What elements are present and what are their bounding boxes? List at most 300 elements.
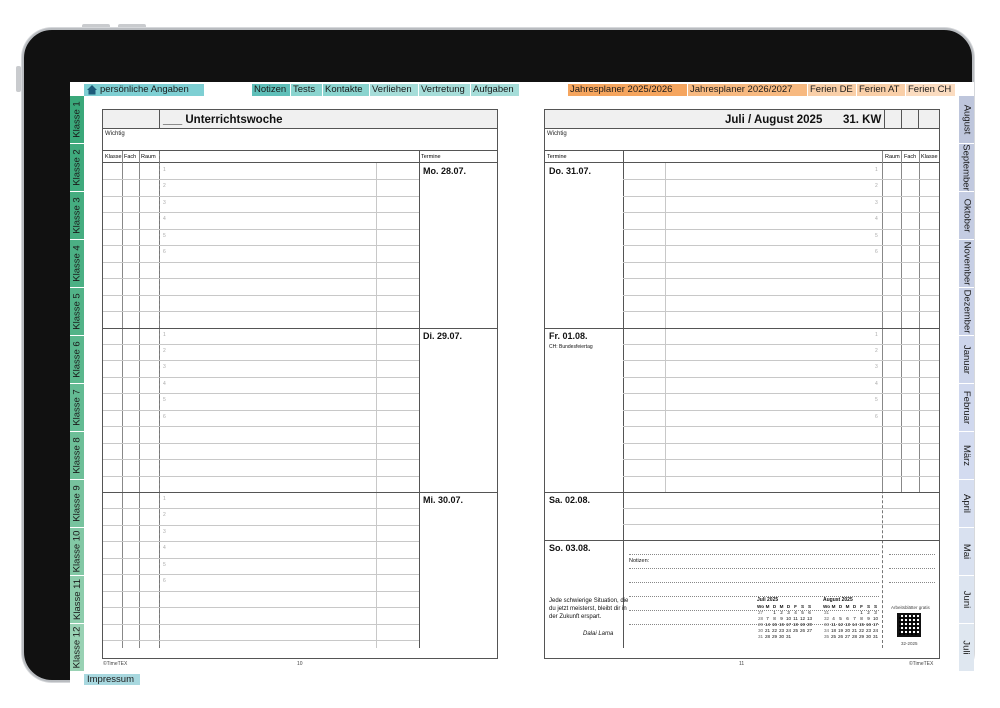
lesson-row-line — [103, 229, 419, 230]
left-page-header — [103, 110, 497, 129]
calendar-head-cell: F — [860, 604, 863, 609]
class-tab-11[interactable] — [70, 576, 84, 623]
lesson-row-line — [623, 459, 939, 460]
day-separator — [545, 540, 939, 541]
lesson-row-line — [103, 541, 419, 542]
calendar-day-cell[interactable]: 29 — [757, 622, 764, 627]
day-separator — [103, 328, 497, 329]
month-tab-3[interactable] — [959, 192, 974, 239]
calendar-day-cell[interactable]: 9 — [780, 616, 783, 621]
calendar-title: August 2025 — [823, 597, 853, 603]
class-tab-9[interactable] — [70, 480, 84, 527]
class-tab-label: Klasse 1 — [71, 101, 83, 138]
sat-row-line — [623, 524, 939, 525]
calendar-day-cell[interactable]: 35 — [823, 634, 830, 639]
calendar-day-cell[interactable]: 28 — [765, 634, 771, 639]
day-separator — [545, 328, 939, 329]
week-title: ___ Unterrichtswoche — [163, 114, 283, 126]
class-tab-label: Klasse 7 — [71, 389, 83, 426]
calendar-day-cell[interactable]: 15 — [859, 622, 865, 627]
impressum-tab[interactable]: Impressum — [84, 674, 140, 685]
month-tab-label: Februar — [961, 390, 973, 425]
calendar-day-cell[interactable]: 10 — [873, 616, 879, 621]
month-tab-label: September — [961, 144, 973, 191]
class-tab-label: Klasse 9 — [71, 485, 83, 522]
month-title: Juli / August 2025 — [725, 114, 823, 126]
month-tab-label: März — [961, 444, 972, 467]
col-subject-right: Fach — [904, 154, 917, 160]
class-tab-label: Klasse 12 — [71, 626, 83, 669]
calendar-table — [823, 604, 879, 640]
calendar-head-cell: Wo — [823, 604, 831, 609]
month-tab-7[interactable] — [959, 384, 974, 431]
cal-august-calendar — [823, 597, 879, 640]
lesson-row-line — [623, 245, 939, 246]
col-room-right: Raum — [885, 154, 900, 160]
lesson-number: 1 — [163, 496, 166, 502]
day-label: Fr. 01.08. — [549, 330, 588, 341]
lesson-row-line — [103, 179, 419, 180]
calendar-day-cell[interactable]: 4 — [794, 610, 797, 615]
tab-planner-2026-2027[interactable]: Jahresplaner 2026/2027 — [688, 84, 807, 96]
lesson-number: 2 — [163, 347, 166, 354]
calendar-day-cell[interactable]: 13 — [807, 616, 813, 621]
calendar-day-cell[interactable]: 29 — [859, 634, 865, 639]
lesson-number: 6 — [163, 413, 166, 420]
week-number: 31. KW — [843, 114, 882, 126]
lesson-row-line — [623, 229, 939, 230]
calendar-day-cell[interactable]: 30 — [866, 634, 872, 639]
calendar-day-cell[interactable]: 7 — [853, 616, 856, 621]
calendar-day-cell[interactable]: 16 — [866, 622, 872, 627]
lesson-row-line — [103, 311, 419, 312]
tab-tests[interactable]: Tests — [291, 84, 322, 96]
class-tab-label: Klasse 4 — [71, 245, 83, 282]
notes-label: Notizen: — [629, 558, 650, 564]
month-tab-8[interactable] — [959, 432, 974, 479]
important-label-right: Wichtig — [547, 131, 567, 137]
lesson-number: 4 — [163, 545, 166, 552]
calendar-day-cell[interactable]: 12 — [838, 622, 844, 627]
lesson-number: 3 — [163, 199, 166, 206]
tablet-frame — [22, 28, 974, 685]
calendar-head-cell: M — [845, 604, 850, 609]
calendar-day-cell[interactable]: 8 — [860, 616, 863, 621]
month-tab-label: Juli — [960, 640, 972, 655]
lesson-row-line — [103, 262, 419, 263]
lesson-number: 2 — [163, 512, 166, 519]
qr-code-icon[interactable] — [897, 613, 921, 637]
calendar-head-cell: D — [852, 604, 857, 609]
calendar-day-cell[interactable]: 13 — [845, 622, 851, 627]
calendar-day-cell[interactable]: 30 — [757, 628, 764, 633]
month-tab-label: Januar — [961, 344, 972, 375]
grid-vline — [901, 151, 902, 492]
calendar-day-cell[interactable]: 24 — [873, 628, 879, 633]
day-label: Mi. 30.07. — [423, 495, 464, 505]
lesson-row-line — [623, 410, 939, 411]
important-field[interactable] — [103, 129, 497, 151]
class-tab-12[interactable] — [70, 624, 84, 671]
class-tab-3[interactable] — [70, 192, 84, 239]
cal-july-calendar — [757, 597, 813, 640]
lesson-number: 5 — [163, 561, 166, 568]
lesson-number: 3 — [163, 364, 166, 371]
right-page-header — [545, 110, 939, 129]
month-tab-label: April — [961, 493, 973, 514]
lesson-number: 3 — [875, 364, 878, 371]
calendar-day-cell[interactable]: 22 — [772, 628, 778, 633]
calendar-day-cell[interactable]: 3 — [874, 610, 877, 615]
calendar-head-cell: S — [867, 604, 871, 609]
month-tab-label: August — [961, 104, 973, 135]
lesson-row-line — [623, 295, 939, 296]
notes-line — [629, 568, 879, 569]
quote-text: Jede schwierige Situation, die du jetzt meisterst, bleibt dir in der Zukunft erspart. — [549, 598, 629, 620]
calendar-head-cell: S — [801, 604, 805, 609]
calendar-day-cell[interactable]: 27 — [845, 634, 851, 639]
day-label: Di. 29.07. — [423, 330, 463, 341]
calendar-day-cell[interactable]: 15 — [772, 622, 778, 627]
lesson-row-line — [103, 278, 419, 279]
calendar-head-cell: Wo — [757, 604, 765, 609]
lesson-row-line — [623, 311, 939, 312]
header-divider-right — [884, 110, 885, 129]
calendar-day-cell[interactable]: 11 — [793, 616, 798, 621]
left-page — [102, 109, 498, 667]
lesson-number: 5 — [875, 232, 878, 239]
calendar-day-cell[interactable]: 26 — [800, 628, 806, 633]
grid-vline — [882, 151, 883, 492]
calendar-head-cell: D — [786, 604, 791, 609]
calendar-head-cell: D — [772, 604, 777, 609]
lesson-row-line — [103, 459, 419, 460]
class-tab-label: Klasse 8 — [71, 437, 83, 474]
month-tab-4[interactable] — [959, 240, 974, 287]
calendar-head-cell: D — [838, 604, 843, 609]
lesson-row-line — [623, 443, 939, 444]
calendar-day-cell[interactable]: 14 — [765, 622, 771, 627]
class-tab-1[interactable] — [70, 96, 84, 143]
calendar-day-cell[interactable]: 24 — [786, 628, 792, 633]
month-tab-label: Mai — [961, 543, 972, 560]
lesson-row-line — [103, 640, 419, 641]
col-appointments: Termine — [421, 154, 441, 160]
calendar-day-cell[interactable]: 26 — [838, 634, 844, 639]
tab-contacts[interactable]: Kontakte — [323, 84, 369, 96]
calendar-day-cell[interactable]: 14 — [852, 622, 858, 627]
tab-tasks[interactable]: Aufgaben — [471, 84, 519, 96]
class-tab-6[interactable] — [70, 336, 84, 383]
side-button — [16, 66, 21, 92]
month-tab-9[interactable] — [959, 480, 974, 527]
lesson-row-line — [103, 591, 419, 592]
tab-personal-info[interactable] — [84, 84, 204, 96]
lesson-row-line — [103, 245, 419, 246]
day-note: CH: Bundesfeiertag — [549, 343, 593, 350]
lesson-row-line — [103, 558, 419, 559]
calendar-day-cell[interactable]: 18 — [831, 628, 837, 633]
month-tab-label: Juni — [961, 590, 972, 609]
calendar-day-cell[interactable]: 3 — [787, 610, 790, 615]
lesson-number: 4 — [163, 380, 166, 387]
day-label: Sa. 02.08. — [549, 495, 591, 505]
lesson-row-line — [103, 295, 419, 296]
calendar-day-cell[interactable]: 8 — [773, 616, 776, 621]
calendar-day-cell[interactable]: 2 — [867, 610, 870, 615]
notes-line-small — [889, 568, 935, 569]
notes-line — [629, 554, 879, 555]
lesson-row-line — [623, 212, 939, 213]
important-field-right[interactable] — [545, 129, 939, 151]
calendar-day-cell[interactable] — [799, 634, 806, 640]
calendar-day-cell[interactable]: 4 — [832, 616, 835, 621]
calendar-day-cell[interactable]: 11 — [831, 622, 836, 627]
calendar-day-cell[interactable]: 31 — [823, 610, 830, 615]
lesson-number: 4 — [875, 380, 878, 387]
calendar-day-cell[interactable]: 33 — [823, 622, 830, 627]
calendar-day-cell[interactable]: 21 — [852, 628, 858, 633]
lesson-row-line — [103, 393, 419, 394]
class-tab-4[interactable] — [70, 240, 84, 287]
calendar-title: Juli 2025 — [757, 597, 779, 603]
calendar-day-cell[interactable] — [806, 634, 813, 640]
calendar-day-cell[interactable]: 2 — [780, 610, 783, 615]
lesson-row-line — [623, 377, 939, 378]
col-class-right: Klasse — [921, 154, 938, 160]
lesson-row-line — [103, 508, 419, 509]
sat-row-line — [623, 508, 939, 509]
calendar-day-cell[interactable]: 20 — [845, 628, 851, 633]
calendar-day-cell[interactable] — [792, 634, 799, 640]
class-tab-8[interactable] — [70, 432, 84, 479]
col-room: Raum — [141, 154, 156, 160]
day-label: Mo. 28.07. — [423, 166, 467, 176]
lesson-number: 2 — [163, 183, 166, 190]
grid-vline-light — [376, 163, 377, 648]
month-tab-10[interactable] — [959, 528, 974, 575]
tab-personal-label: persönliche Angaben — [100, 84, 189, 95]
appointments-divider-right — [623, 151, 624, 648]
calendar-day-cell[interactable]: 23 — [779, 628, 785, 633]
calendar-day-cell[interactable]: 25 — [793, 628, 799, 633]
calendar-day-cell[interactable]: 22 — [859, 628, 865, 633]
lesson-row-line — [103, 574, 419, 575]
calendar-day-cell[interactable]: 29 — [772, 634, 778, 639]
month-tab-6[interactable] — [959, 336, 974, 383]
calendar-day-cell[interactable]: 28 — [757, 616, 764, 621]
right-page — [544, 109, 940, 667]
month-tab-12[interactable] — [959, 624, 974, 671]
calendar-day-cell[interactable]: 18 — [793, 622, 799, 627]
tab-notes[interactable]: Notizen — [252, 84, 290, 96]
top-tab-bar — [70, 82, 974, 98]
calendar-day-cell[interactable]: 16 — [779, 622, 785, 627]
lesson-row-line — [103, 624, 419, 625]
calendar-day-cell[interactable]: 23 — [866, 628, 872, 633]
calendar-day-cell[interactable]: 6 — [808, 610, 811, 615]
day-label: Do. 31.07. — [549, 166, 592, 176]
tab-lending[interactable]: Verliehen — [370, 84, 418, 96]
lesson-row-line — [103, 607, 419, 608]
lesson-number: 6 — [163, 249, 166, 256]
lesson-number: 1 — [163, 331, 166, 338]
worksheets-code: 32-2025 — [901, 641, 918, 646]
lesson-row-line — [103, 377, 419, 378]
lesson-row-line — [103, 212, 419, 213]
col-subject: Fach — [124, 154, 137, 160]
lesson-row-line — [103, 410, 419, 411]
calendar-day-cell[interactable]: 31 — [757, 634, 764, 639]
class-tab-2[interactable] — [70, 144, 84, 191]
calendar-day-cell[interactable]: 9 — [867, 616, 870, 621]
calendar-head-cell: M — [779, 604, 784, 609]
class-tab-label: Klasse 3 — [71, 197, 83, 234]
lesson-row-line — [623, 278, 939, 279]
grid-vline — [919, 151, 920, 492]
calendar-day-cell[interactable]: 19 — [838, 628, 844, 633]
lesson-number: 1 — [875, 167, 878, 173]
tab-holidays-de[interactable]: Ferien DE — [808, 84, 856, 96]
month-tab-5[interactable] — [959, 288, 974, 335]
calendar-day-cell[interactable]: 5 — [801, 610, 804, 615]
tab-holidays-at[interactable]: Ferien AT — [857, 84, 905, 96]
lesson-number: 5 — [163, 397, 166, 404]
lesson-number: 6 — [875, 413, 878, 420]
calendar-day-cell[interactable]: 17 — [786, 622, 792, 627]
calendar-head-cell: S — [874, 604, 878, 609]
class-tab-label: Klasse 11 — [71, 578, 83, 621]
lesson-row-line — [623, 393, 939, 394]
month-tab-label: November — [961, 241, 973, 286]
header-divider-right3 — [918, 110, 919, 129]
calendar-day-cell[interactable]: 21 — [765, 628, 771, 633]
calendar-day-cell[interactable]: 19 — [800, 622, 806, 627]
lesson-number: 1 — [875, 331, 878, 338]
header-divider — [159, 110, 160, 129]
month-tab-2[interactable] — [959, 144, 974, 191]
lesson-row-line — [103, 525, 419, 526]
calendar-day-cell[interactable]: 12 — [800, 616, 806, 621]
tab-substitution[interactable]: Vertretung — [419, 84, 470, 96]
class-tab-label: Klasse 6 — [71, 341, 83, 378]
class-tab-label: Klasse 5 — [71, 293, 83, 330]
month-tab-11[interactable] — [959, 576, 974, 623]
lesson-number: 6 — [163, 578, 166, 585]
lesson-row-line — [623, 426, 939, 427]
column-header — [103, 151, 497, 163]
lesson-number: 4 — [875, 216, 878, 223]
lesson-number: 6 — [875, 249, 878, 256]
class-tab-7[interactable] — [70, 384, 84, 431]
class-tab-label: Klasse 2 — [71, 149, 83, 186]
lesson-row-line — [103, 196, 419, 197]
calendar-day-cell[interactable]: 20 — [807, 622, 813, 627]
lesson-number: 5 — [163, 232, 166, 239]
calendar-head-cell: M — [831, 604, 836, 609]
lesson-row-line — [103, 443, 419, 444]
calendar-day-cell[interactable]: 25 — [831, 634, 837, 639]
calendar-day-cell[interactable]: 31 — [873, 634, 879, 639]
important-label: Wichtig — [105, 131, 125, 137]
header-divider-right2 — [901, 110, 902, 129]
lesson-row-line — [103, 476, 419, 477]
tab-planner-2025-2026[interactable]: Jahresplaner 2025/2026 — [568, 84, 687, 96]
calendar-day-cell[interactable]: 1 — [860, 610, 863, 615]
home-icon — [86, 84, 98, 95]
right-copyright: ©TimeTEX — [909, 661, 934, 667]
lesson-number: 1 — [163, 167, 166, 173]
calendar-day-cell[interactable]: 31 — [786, 634, 792, 639]
calendar-day-cell[interactable]: 1 — [773, 610, 776, 615]
lesson-number: 4 — [163, 216, 166, 223]
class-tab-label: Klasse 10 — [71, 530, 83, 573]
day-separator — [545, 492, 939, 493]
col-appointments-right: Termine — [547, 154, 567, 160]
calendar-day-cell[interactable]: 27 — [807, 628, 813, 633]
day-separator — [103, 492, 497, 493]
notes-line-small — [889, 582, 935, 583]
lesson-number: 5 — [875, 397, 878, 404]
calendar-day-cell[interactable]: 27 — [757, 610, 764, 615]
month-tab-1[interactable] — [959, 96, 974, 143]
calendar-day-cell[interactable]: 6 — [846, 616, 849, 621]
calendar-head-cell: M — [765, 604, 770, 609]
day-label: So. 03.08. — [549, 543, 591, 553]
calendar-day-cell[interactable]: 5 — [839, 616, 842, 621]
lesson-row-line — [623, 196, 939, 197]
calendar-head-cell: F — [794, 604, 797, 609]
appointments-divider — [419, 151, 420, 648]
month-tab-label: Dezember — [961, 289, 973, 334]
calendar-table — [757, 604, 813, 640]
lesson-row-line — [103, 344, 419, 345]
lesson-row-line — [623, 360, 939, 361]
quote-author: Dalai Lama — [583, 631, 614, 637]
left-copyright: ©TimeTEX — [103, 661, 128, 667]
col-class: Klasse — [105, 154, 122, 160]
lesson-number: 3 — [875, 199, 878, 206]
calendar-day-cell[interactable]: 30 — [779, 634, 785, 639]
lesson-row-line — [623, 344, 939, 345]
lesson-number: 2 — [875, 347, 878, 354]
tab-holidays-ch[interactable]: Ferien CH — [906, 84, 955, 96]
calendar-day-cell[interactable]: 28 — [852, 634, 858, 639]
left-page-number: 10 — [297, 661, 303, 667]
calendar-day-cell[interactable]: 34 — [823, 628, 830, 633]
lesson-row-line — [623, 179, 939, 180]
lesson-number: 3 — [163, 528, 166, 535]
lesson-row-line — [103, 426, 419, 427]
notes-line-small — [889, 554, 935, 555]
lesson-number: 2 — [875, 183, 878, 190]
lesson-row-line — [623, 262, 939, 263]
calendar-day-cell[interactable]: 17 — [873, 622, 879, 627]
notes-line — [629, 582, 879, 583]
planner-screen — [70, 82, 974, 686]
calendar-day-cell[interactable]: 32 — [823, 616, 830, 621]
lesson-row-line — [103, 360, 419, 361]
class-tab-5[interactable] — [70, 288, 84, 335]
worksheets-label: Arbeitsblätter gratis — [891, 605, 930, 610]
class-tab-10[interactable] — [70, 528, 84, 575]
column-header-right — [545, 151, 939, 163]
calendar-head-cell: S — [808, 604, 812, 609]
calendar-day-cell[interactable]: 10 — [786, 616, 792, 621]
month-tab-label: Oktober — [961, 198, 973, 233]
lesson-row-line — [623, 476, 939, 477]
calendar-day-cell[interactable]: 7 — [766, 616, 769, 621]
